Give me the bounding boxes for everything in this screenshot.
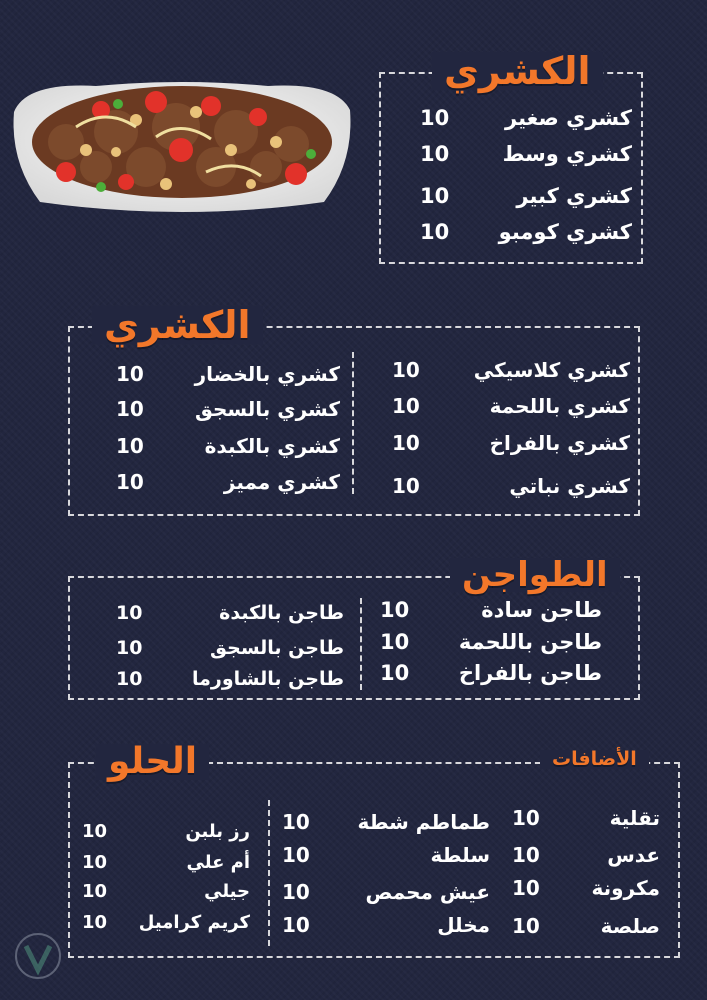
section4-item [282, 913, 490, 937]
item-price: 10 [420, 184, 450, 208]
item-price: 10 [392, 394, 420, 418]
item-name: كشري باللحمة [489, 394, 630, 418]
item-price: 10 [116, 397, 144, 421]
section4-item [282, 810, 490, 834]
item-price: 10 [282, 843, 310, 867]
section3-item [380, 630, 602, 654]
section3-item [116, 637, 344, 659]
item-name: كشري بالكبدة [204, 434, 340, 458]
item-name: صلصة [600, 914, 660, 938]
item-name: عيش محمص [365, 880, 490, 904]
item-price: 10 [392, 358, 420, 382]
item-name: سلطة [430, 843, 490, 867]
item-price: 10 [82, 881, 108, 902]
section1-item [420, 220, 632, 244]
item-price: 10 [380, 598, 410, 622]
section2-item [116, 362, 340, 386]
item-price: 10 [116, 434, 144, 458]
section4-item [282, 843, 490, 867]
section2-item [116, 397, 340, 421]
item-price: 10 [82, 912, 108, 933]
section2-item [392, 358, 630, 382]
item-price: 10 [392, 431, 420, 455]
item-name: كشري بالسجق [194, 397, 340, 421]
item-name: كشري كلاسيكي [473, 358, 630, 382]
section3-item [380, 661, 602, 685]
item-price: 10 [116, 602, 143, 624]
section3-title: الطواجن [450, 558, 620, 592]
item-price: 10 [116, 637, 143, 659]
item-name: أم علي [186, 852, 250, 873]
item-name: طماطم شطة [357, 810, 490, 834]
item-price: 10 [420, 106, 450, 130]
section2-item [116, 470, 340, 494]
item-price: 10 [512, 914, 540, 938]
section4-item [82, 852, 250, 873]
koshari-dish-image [6, 72, 358, 222]
item-name: كشري بالفراخ [489, 431, 630, 455]
item-name: طاجن بالكبدة [219, 602, 344, 624]
section1-item [420, 142, 632, 166]
section4-item [82, 881, 250, 902]
item-name: طاجن بالسجق [210, 637, 344, 659]
section4-item [282, 880, 490, 904]
item-price: 10 [380, 630, 410, 654]
item-price: 10 [512, 843, 540, 867]
section3-item [116, 668, 344, 690]
section3-item [116, 602, 344, 624]
section4-divider [268, 800, 270, 946]
item-name: كشري صغير [505, 106, 632, 130]
item-name: تقلية [609, 806, 660, 830]
item-price: 10 [282, 913, 310, 937]
section4-item [512, 876, 660, 900]
section1-item [420, 106, 632, 130]
item-name: كشري كومبو [498, 220, 632, 244]
section2-item [392, 431, 630, 455]
item-price: 10 [116, 470, 144, 494]
item-name: كريم كراميل [138, 912, 250, 933]
item-name: كشري بالخضار [194, 362, 340, 386]
section2-divider [352, 352, 354, 494]
section2-item [392, 394, 630, 418]
section2-title: الكشري [92, 306, 263, 344]
item-price: 10 [116, 362, 144, 386]
item-name: عدس [607, 843, 660, 867]
item-price: 10 [82, 852, 108, 873]
section4-item [512, 914, 660, 938]
section4-additions-title: الأضافات [540, 750, 649, 769]
item-price: 10 [512, 876, 540, 900]
section4-sweets-title: الحلو [96, 744, 209, 780]
item-name: رز بلبن [185, 821, 250, 842]
section4-item [82, 821, 250, 842]
section2-item [392, 474, 630, 498]
item-name: جيلي [204, 881, 250, 902]
section1-item [420, 184, 632, 208]
item-name: كشري وسط [502, 142, 632, 166]
item-name: كشري نباتي [509, 474, 630, 498]
section4-item [82, 912, 250, 933]
item-price: 10 [282, 810, 310, 834]
item-price: 10 [116, 668, 143, 690]
brand-logo-icon [6, 930, 70, 990]
section4-item [512, 843, 660, 867]
item-price: 10 [82, 821, 108, 842]
item-price: 10 [420, 220, 450, 244]
section3-divider [360, 598, 362, 690]
item-name: طاجن بالشاورما [192, 668, 344, 690]
item-name: كشري كبير [516, 184, 632, 208]
item-price: 10 [512, 806, 540, 830]
item-name: مكرونة [591, 876, 660, 900]
section2-item [116, 434, 340, 458]
item-name: طاجن بالفراخ [458, 661, 602, 685]
item-price: 10 [392, 474, 420, 498]
item-price: 10 [380, 661, 410, 685]
item-name: مخلل [437, 913, 490, 937]
section1-title: الكشري [432, 52, 603, 90]
section4-item [512, 806, 660, 830]
section3-item [380, 598, 602, 622]
item-name: طاجن سادة [481, 598, 602, 622]
item-name: طاجن باللحمة [458, 630, 602, 654]
item-price: 10 [282, 880, 310, 904]
item-price: 10 [420, 142, 450, 166]
item-name: كشري مميز [223, 470, 340, 494]
